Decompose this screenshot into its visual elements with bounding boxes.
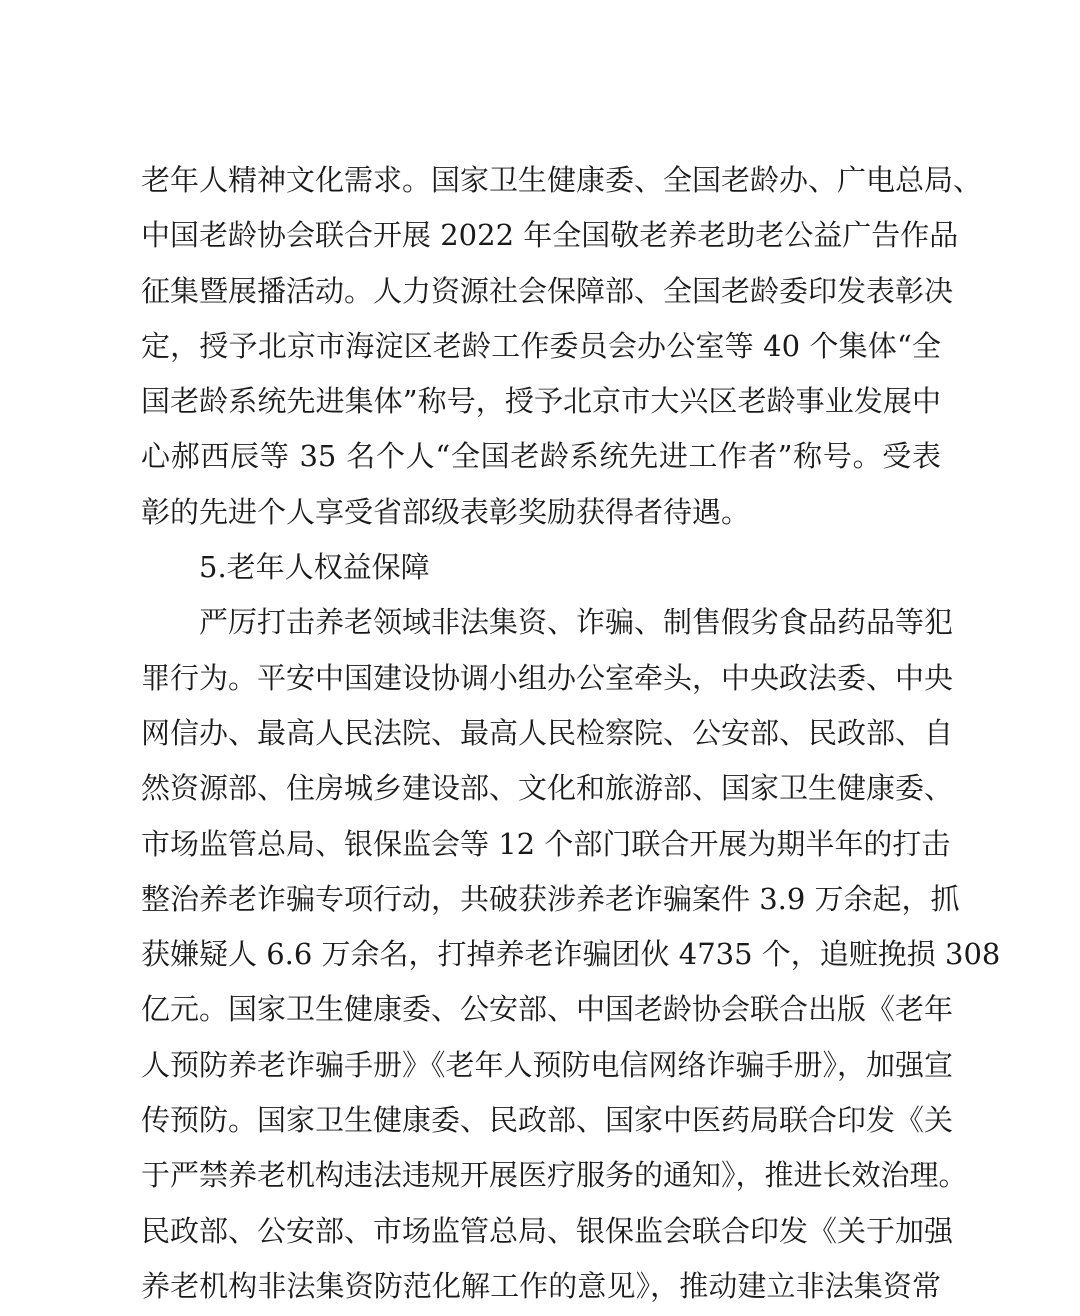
paragraph-line: 然资源部、住房城乡建设部、文化和旅游部、国家卫生健康委、 — [141, 771, 954, 806]
paragraph-line: 国老龄系统先进集体”称号，授予北京市大兴区老龄事业发展中 — [141, 384, 941, 419]
paragraph-line: 亿元。国家卫生健康委、公安部、中国老龄协会联合出版《老年 — [141, 992, 954, 1027]
document-body — [141, 153, 1001, 1314]
paragraph-line: 养老机构非法集资防范化解工作的意见》，推动建立非法集资常 — [141, 1268, 941, 1303]
paragraph-line: 民政部、公安部、市场监管总局、银保监会联合印发《关于加强 — [141, 1213, 954, 1248]
paragraph-line: 中国老龄协会联合开展 2022 年全国敬老养老助老公益广告作品 — [141, 218, 959, 253]
paragraph-line: 征集暨展播活动。人力资源社会保障部、全国老龄委印发表彰决 — [141, 273, 954, 308]
paragraph-line: 人预防养老诈骗手册》《老年人预防电信网络诈骗手册》，加强宣 — [141, 1047, 954, 1082]
paragraph-line: 彰的先进个人享受省部级表彰奖励获得者待遇。 — [141, 494, 751, 529]
paragraph-line: 于严禁养老机构违法违规开展医疗服务的通知》，推进长效治理。 — [141, 1158, 968, 1193]
paragraph-line: 市场监管总局、银保监会等 12 个部门联合开展为期半年的打击 — [141, 826, 951, 861]
section-heading: 5.老年人权益保障 — [199, 550, 430, 585]
paragraph-line: 老年人精神文化需求。国家卫生健康委、全国老龄办、广电总局、 — [141, 163, 983, 197]
paragraph-line: 罪行为。平安中国建设协调小组办公室牵头，中央政法委、中央 — [141, 660, 954, 695]
paragraph-line: 定，授予北京市海淀区老龄工作委员会办公室等 40 个集体“全 — [141, 328, 941, 363]
paragraph-line: 传预防。国家卫生健康委、民政部、国家中医药局联合印发《关 — [141, 1103, 954, 1138]
paragraph-line: 严厉打击养老领域非法集资、诈骗、制售假劣食品药品等犯 — [199, 605, 954, 640]
paragraph-line: 心郝西辰等 35 名个人“全国老龄系统先进工作者”称号。受表 — [141, 439, 941, 474]
paragraph-line: 整治养老诈骗专项行动，共破获涉养老诈骗案件 3.9 万余起，抓 — [141, 881, 960, 916]
paragraph-line: 网信办、最高人民法院、最高人民检察院、公安部、民政部、自 — [141, 715, 954, 750]
paragraph-line: 获嫌疑人 6.6 万余名，打掉养老诈骗团伙 4735 个，追赃挽损 308 — [141, 937, 1001, 972]
